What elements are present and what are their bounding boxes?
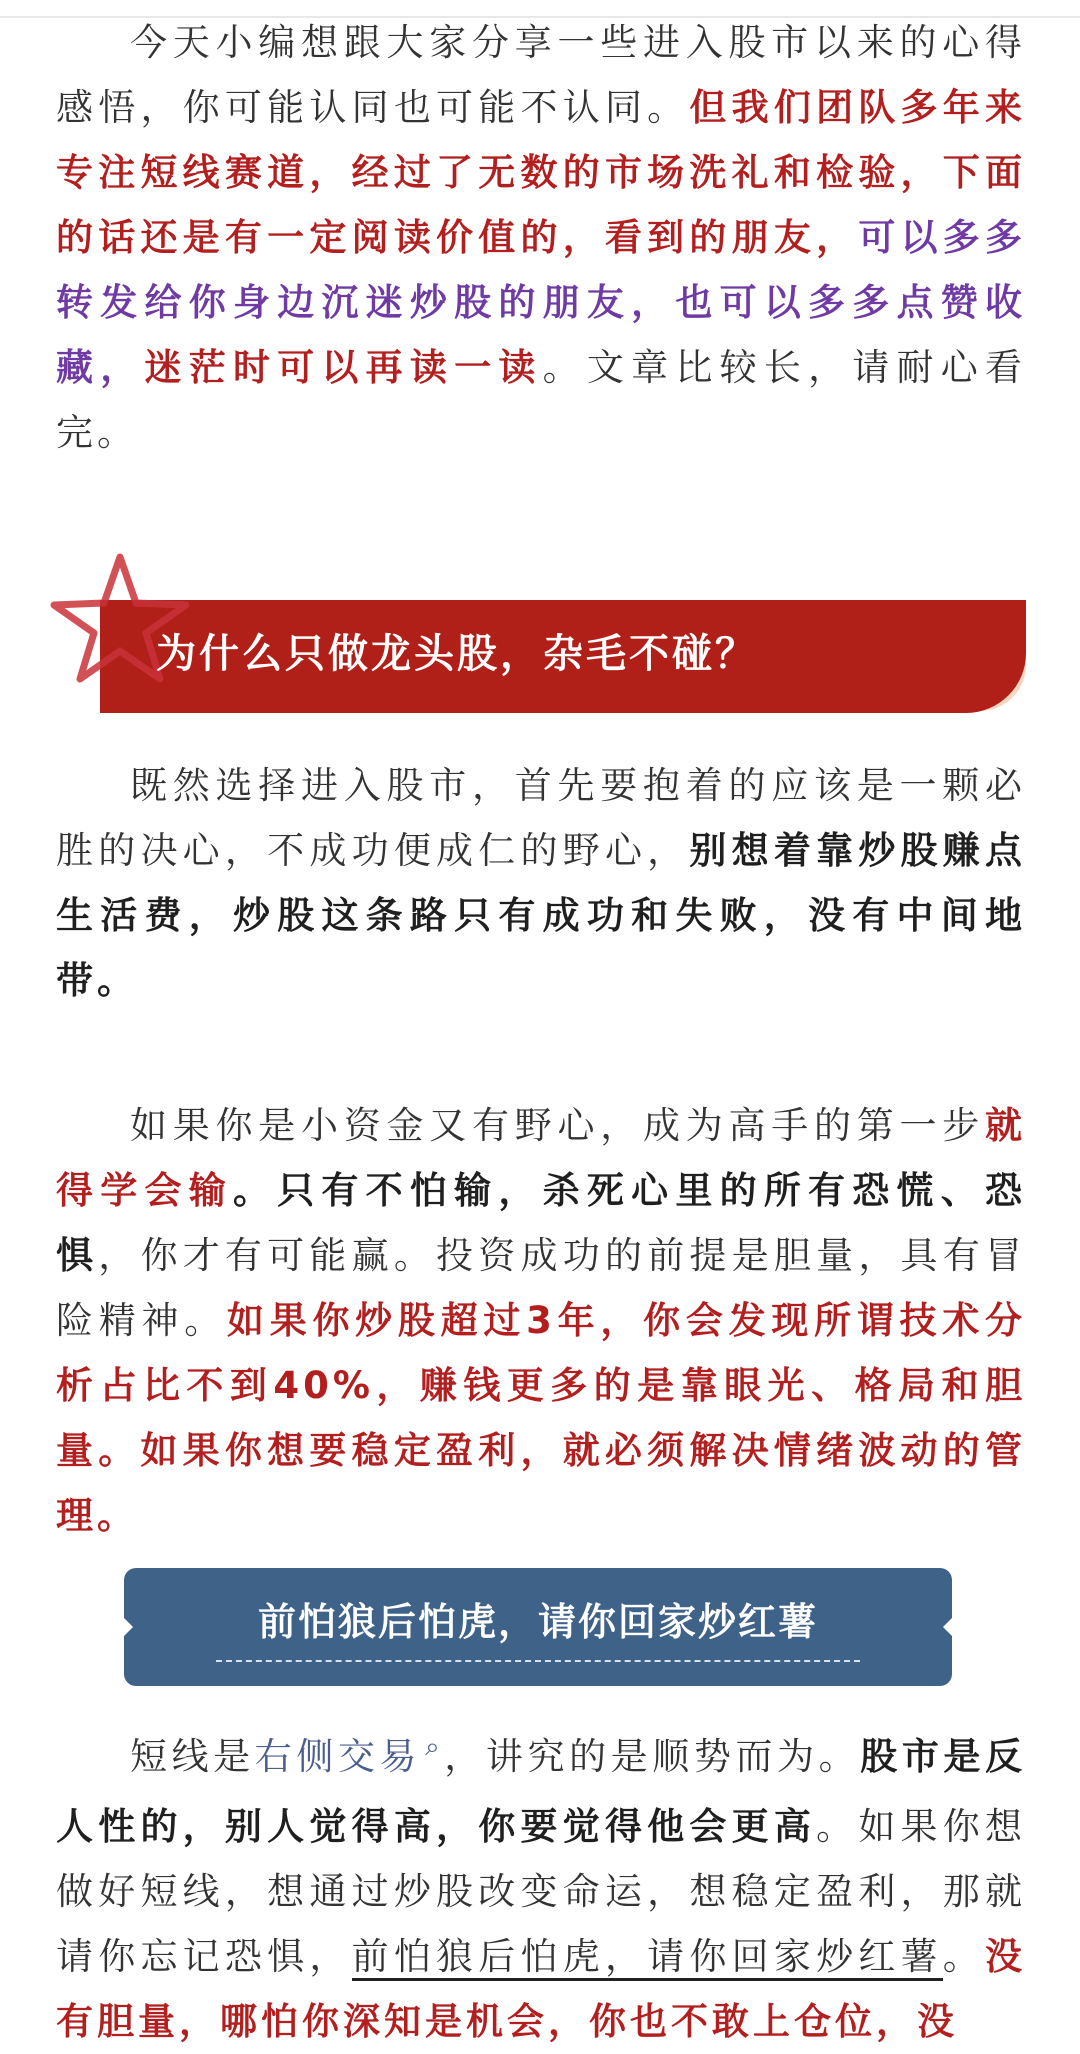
section-header-blue xyxy=(56,1548,1026,1698)
intro-text-end: 。文章比较长，请耐心看完。 xyxy=(56,346,1027,454)
para3-red-text: 没有胆量，哪怕你深知是机会，你也不敢上仓位，没 xyxy=(56,1935,1027,2043)
para2-red-text-2: 如果你炒股超过3年，你会发现所谓技术分析占比不到40%，赚钱更多的是靠眼光、格局和胆量。如果你想要稳定盈利，就必须解决情绪波动的管理。 xyxy=(56,1299,1027,1537)
para2-text-2: ，你才有可能赢。投资成功的前提是胆量，具有冒险精神。 xyxy=(56,1234,1027,1342)
banner-title: 前怕狼后怕虎，请你回家炒红薯 xyxy=(257,1600,818,1644)
para3-bold-text: 股市是反人性的，别人觉得高，你要觉得他会更高 xyxy=(56,1735,1027,1848)
blue-banner xyxy=(124,1568,952,1686)
intro-text: 今天小编想跟大家分享一些进入股市以来的心得感悟，你可能认同也可能不认同。 xyxy=(56,21,1026,129)
section-header-red xyxy=(56,509,1026,719)
intro-red-text: 但我们团队多年来专注短线赛道，经过了无数的市场洗礼和检验，下面的话还是有一定阅读价值的，看到的朋友， xyxy=(56,86,1027,259)
intro-paragraph xyxy=(56,10,1026,465)
paragraph-1 xyxy=(56,753,1026,1013)
para3-text-3: 。如果你想做好短线，想通过炒股改变命运，想稳定盈利，那就请你忘记恐惧， xyxy=(56,1805,1027,1978)
para2-red-text: 就得学会输 xyxy=(56,1104,1026,1212)
para1-bold-text: 别想着靠炒股赚点生活费，炒股这条路只有成功和失败，没有中间地带。 xyxy=(56,829,1027,1002)
keyword-link[interactable]: 右侧交易 xyxy=(254,1735,422,1778)
para2-bold-text: 。只有不怕输，杀死心里的所有恐慌、恐惧 xyxy=(56,1169,1026,1277)
section-title: 为什么只做龙头股，杂毛不碰？ xyxy=(156,631,758,677)
search-icon[interactable]: ⌕ xyxy=(425,1732,444,1762)
para1-text: 既然选择进入股市，首先要抱着的应该是一颗必胜的决心，不成功便成仁的野心， xyxy=(56,764,1026,872)
paragraph-3 xyxy=(56,1724,1026,2054)
para3-underlined-text: 前怕狼后怕虎，请你回家炒红薯 xyxy=(352,1935,943,1981)
para2-text: 如果你是小资金又有野心，成为高手的第一步 xyxy=(130,1104,985,1147)
para3-text-2: ，讲究的是顺势而为。 xyxy=(443,1735,861,1778)
para3-text-4: 。 xyxy=(942,1935,986,1978)
intro-red-text-2: 迷茫时可以再读一读 xyxy=(144,346,543,389)
para3-text: 短线是 xyxy=(130,1735,255,1778)
article-body xyxy=(56,10,1026,2054)
paragraph-2 xyxy=(56,1093,1026,1548)
intro-purple-text: 可以多多转发给你身边沉迷炒股的朋友，也可以多多点赞收藏， xyxy=(56,216,1027,389)
banner-dashed-line xyxy=(216,1660,860,1662)
